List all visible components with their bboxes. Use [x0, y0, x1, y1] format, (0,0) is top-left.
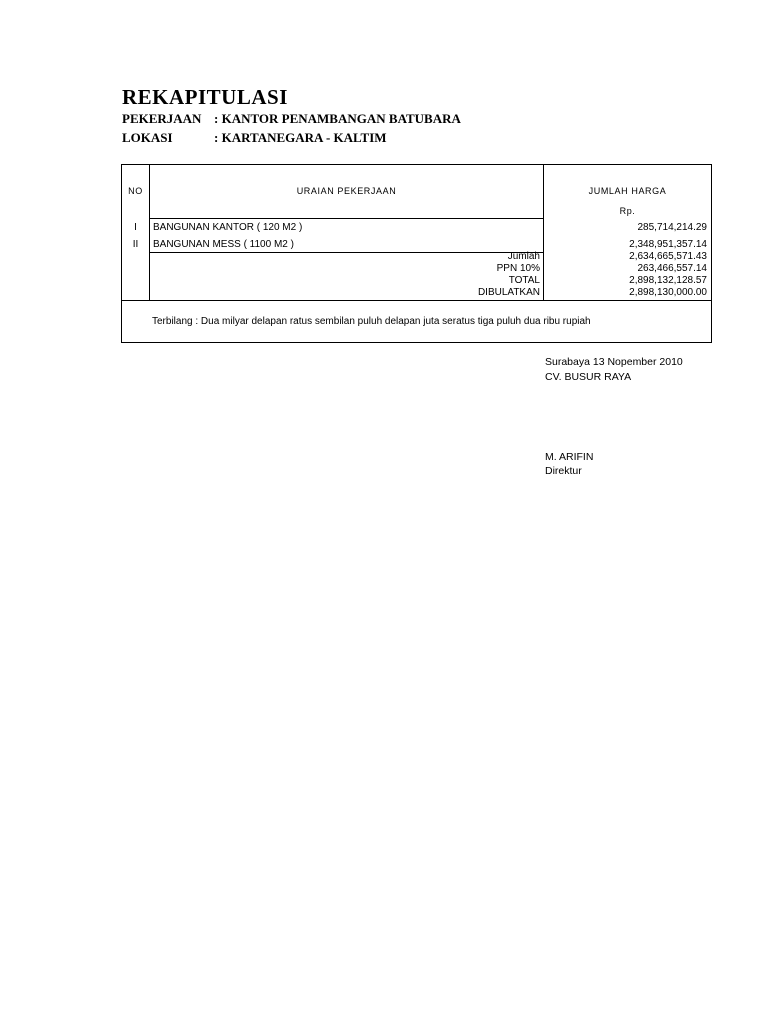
header-uraian: URAIAN PEKERJAAN [296, 186, 397, 196]
signature-position: Direktur [545, 465, 582, 477]
summary-ppn-label: PPN 10% [496, 263, 540, 274]
summary-total-label: TOTAL [508, 275, 540, 286]
header-currency: Rp. [619, 206, 636, 216]
terbilang-divider [122, 300, 711, 301]
header-no: NO [128, 186, 143, 196]
row-1-amount: 285,714,214.29 [637, 222, 707, 233]
summary-jumlah-amount: 2,634,665,571.43 [629, 251, 707, 262]
pekerjaan-line [122, 111, 461, 127]
recap-table [121, 164, 712, 343]
summary-total-amount: 2,898,132,128.57 [629, 275, 707, 286]
row-2-no: II [132, 239, 139, 250]
summary-ppn-amount: 263,466,557.14 [637, 263, 707, 274]
summary-dibulatkan-label: DIBULATKAN [477, 287, 540, 298]
lokasi-label: LOKASI [122, 130, 173, 145]
document-title: REKAPITULASI [122, 85, 288, 109]
signature-place-date: Surabaya 13 Nopember 2010 [545, 356, 683, 368]
lokasi-line [122, 130, 387, 146]
row-1-no: I [134, 222, 137, 233]
pekerjaan-value: : KANTOR PENAMBANGAN BATUBARA [214, 111, 461, 126]
header-jumlah: JUMLAH HARGA [588, 186, 667, 196]
summary-dibulatkan-amount: 2,898,130,000.00 [629, 287, 707, 298]
summary-jumlah-label: Jumlah [507, 251, 540, 262]
signature-company: CV. BUSUR RAYA [545, 371, 632, 383]
row-2-amount: 2,348,951,357.14 [629, 239, 707, 250]
signature-name: M. ARIFIN [545, 451, 594, 463]
pekerjaan-label: PEKERJAAN [122, 111, 202, 126]
row-2-desc: BANGUNAN MESS ( 1100 M2 ) [153, 239, 294, 250]
terbilang-text: Terbilang : Dua milyar delapan ratus sembilan puluh delapan juta seratus tiga puluh dua ribu rupiah [152, 316, 591, 327]
header-divider [149, 218, 543, 219]
lokasi-value: : KARTANEGARA - KALTIM [214, 130, 387, 145]
row-1-desc: BANGUNAN KANTOR ( 120 M2 ) [153, 222, 303, 233]
